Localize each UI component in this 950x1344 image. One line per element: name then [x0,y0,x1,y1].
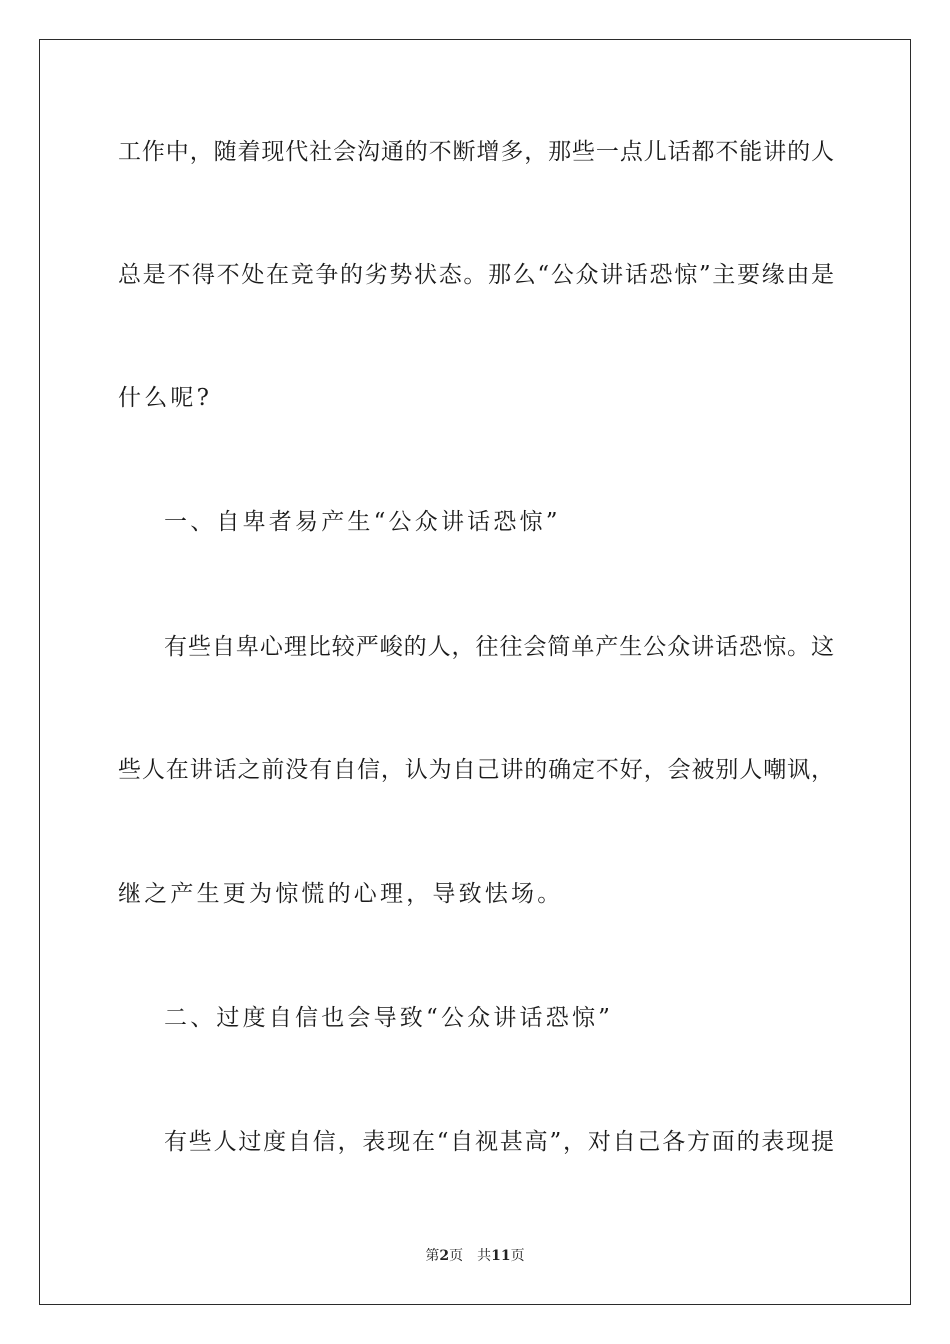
footer-page-prefix: 第 [425,1248,440,1264]
footer-page-suffix: 页 [449,1248,464,1264]
body-line-1: 工作中，随着现代社会沟通的不断增多，那些一点儿话都不能讲的人 [118,139,834,165]
footer-page-number: 2 [439,1248,450,1264]
body-line-7: 继之产生更为惊慌的心理，导致怯场。 [118,881,564,907]
body-line-5: 有些自卑心理比较严峻的人，往往会简单产生公众讲话恐惊。这 [164,634,834,660]
page-footer [0,1247,950,1265]
footer-total-suffix: 页 [510,1248,525,1264]
footer-total-pages: 11 [491,1248,511,1264]
section-heading-1: 一、自卑者易产生“公众讲话恐惊” [164,509,561,535]
page-border [39,39,911,1305]
body-line-9: 有些人过度自信，表现在“自视甚高”，对自己各方面的表现提 [164,1129,834,1155]
body-line-6: 些人在讲话之前没有自信，认为自己讲的确定不好，会被别人嘲讽， [118,757,834,783]
body-line-2: 总是不得不处在竞争的劣势状态。那么“公众讲话恐惊”主要缘由是 [118,262,834,288]
footer-total-prefix: 共 [477,1248,492,1264]
section-heading-2: 二、过度自信也会导致“公众讲话恐惊” [164,1005,614,1031]
body-line-3: 什么呢? [118,385,213,411]
